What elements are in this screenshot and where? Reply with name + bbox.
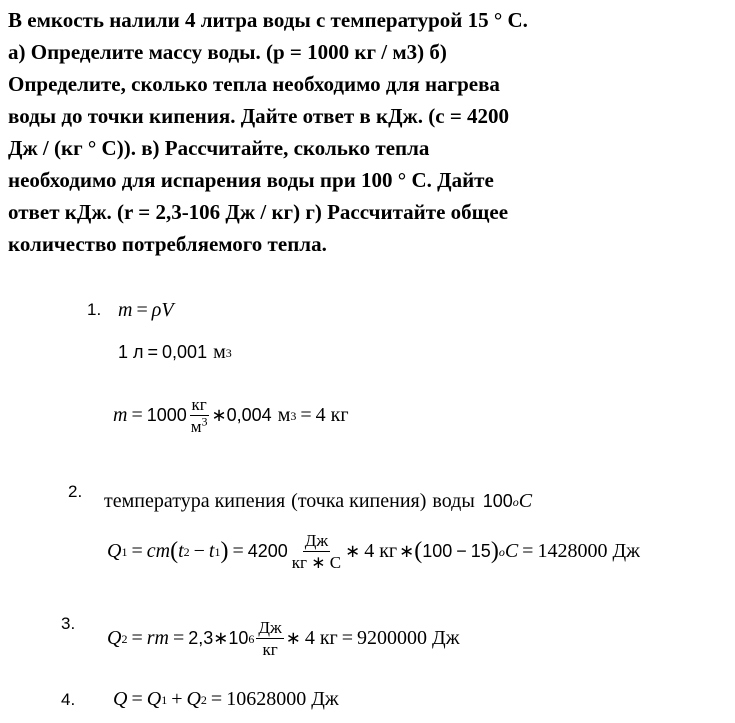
fraction-denominator: кг ∗ С	[291, 553, 342, 572]
heat-result: 1428000 Дж	[537, 540, 640, 562]
fraction-numerator: Дж	[258, 618, 282, 637]
equals-sign: =	[341, 627, 354, 649]
problem-line: а) Определите массу воды. (р = 1000 кг / м3) б)	[8, 40, 447, 64]
unit: м	[277, 404, 291, 426]
heat-unit-fraction	[290, 530, 343, 573]
latent-heat-value: 2,3	[188, 628, 214, 648]
conversion-value: 0,001	[162, 342, 208, 362]
equals-sign: =	[210, 688, 223, 710]
step-1-number: 1.	[87, 300, 102, 319]
equals-sign: =	[136, 299, 148, 321]
statement-text: воды	[432, 490, 475, 512]
step-2-statement: температура кипения (точка кипения) воды 100 o C	[104, 490, 533, 512]
equals-sign: =	[300, 404, 312, 426]
statement-text: температура кипения	[104, 490, 286, 512]
heat-symbol: Q	[107, 627, 122, 649]
step-3-calculation: Q 2 = rm = 2,3 ∗ 10 6 $\frac{Дж}{кг}$ ∗ 4 кг = 9200000 Дж	[107, 618, 460, 659]
problem-line: воды до точки кипения. Дайте ответ в кДж. (с = 4200	[8, 104, 510, 128]
problem-line: необходимо для испарения воды при 100 ° С. Дайте	[8, 168, 494, 192]
power-base: 10	[228, 628, 249, 648]
total-heat-symbol: Q	[113, 688, 128, 710]
initial-temperature: 15	[470, 541, 491, 561]
fraction-denominator	[189, 416, 210, 437]
multiply-sign: ∗	[285, 628, 301, 648]
multiply-sign: ∗	[399, 541, 415, 561]
plus-sign: +	[171, 688, 183, 710]
mass-result: 4 кг	[315, 404, 349, 426]
equals-sign: =	[131, 540, 143, 562]
problem-line: В емкость налили 4 литра воды с температурой 15 ° С.	[8, 8, 528, 32]
mass-value: 4 кг	[304, 627, 338, 649]
problem-statement	[8, 4, 608, 260]
open-paren: (	[414, 538, 423, 564]
unit: м	[190, 417, 202, 436]
total-heat-result: 10628000 Дж	[226, 688, 339, 710]
t2-symbol: t	[178, 540, 184, 562]
multiply-sign: ∗	[211, 405, 227, 425]
multiply-sign: ∗	[345, 541, 361, 561]
exponent: 3	[201, 414, 208, 429]
celsius-symbol: C	[518, 490, 533, 512]
heat-result: 9200000 Дж	[357, 627, 460, 649]
equals-sign: =	[131, 627, 143, 649]
equals-sign: =	[131, 688, 143, 710]
fraction-denominator: кг	[262, 640, 278, 659]
fraction-numerator: Дж	[304, 531, 329, 550]
equals-sign: =	[147, 342, 159, 362]
step-2-number: 2.	[68, 482, 83, 501]
equals-sign: =	[522, 540, 534, 562]
liter-label: 1 л	[118, 342, 144, 362]
formula-lhs: m	[118, 299, 133, 321]
close-paren: )	[490, 538, 499, 564]
unit: м	[213, 341, 226, 363]
heat-symbol: Q	[146, 688, 162, 710]
close-paren: )	[220, 538, 229, 564]
specific-heat-value: 4200	[247, 541, 288, 561]
step-1-calculation: m = 1000 $\frac{кг}{м^3}$ ∗ 0,004 м 3 = 4 кг	[113, 395, 349, 436]
latent-unit-fraction	[256, 617, 283, 660]
final-temperature: 100	[422, 541, 453, 561]
boiling-temperature: 100	[482, 491, 513, 511]
mass-value: 4 кг	[364, 540, 398, 562]
step-4-calculation: Q = Q 1 + Q 2 = 10628000 Дж	[113, 688, 339, 710]
cm-symbol: cm	[146, 540, 171, 562]
multiply-sign: ∗	[213, 628, 229, 648]
density-unit-fraction	[189, 394, 210, 437]
equals-sign: =	[131, 404, 143, 426]
equals-sign: =	[232, 540, 244, 562]
t1-symbol: t	[208, 540, 215, 562]
step-2-calculation: Q 1 = cm ( t 2 − t 1 ) = 4200 $\frac{Дж}{кг ∗ С}$ ∗ 4 кг ∗ ( 100 − 15 ) o C = 1428000 Дж	[107, 531, 640, 572]
step-3-number: 3.	[61, 614, 76, 633]
problem-line: Определите, сколько тепла необходимо для нагрева	[8, 72, 500, 96]
problem-line: количество потребляемого тепла.	[8, 232, 327, 256]
minus-sign: −	[456, 541, 467, 561]
problem-line: Дж / (кг ° С)). в) Рассчитайте, сколько тепла	[8, 136, 430, 160]
fraction-numerator: кг	[191, 395, 207, 414]
minus-sign: −	[193, 540, 205, 562]
heat-symbol: Q	[107, 540, 122, 562]
open-paren: (	[170, 538, 179, 564]
step-1-conversion: 1 л = 0,001 м 3	[118, 341, 232, 363]
volume-value: 0,004	[226, 405, 272, 425]
statement-parenthetical: (точка кипения)	[291, 490, 427, 512]
mass-symbol: m	[113, 404, 128, 426]
equals-sign: =	[172, 627, 185, 649]
density-value: 1000	[146, 405, 187, 425]
formula-rhs: ρV	[151, 299, 174, 321]
step-4-number: 4.	[61, 690, 76, 709]
heat-symbol: Q	[186, 688, 201, 710]
problem-line: ответ кДж. (r = 2,3-106 Дж / кг) г) Рассчитайте общее	[8, 200, 509, 224]
rm-symbol: rm	[146, 627, 169, 649]
celsius-symbol: C	[504, 540, 519, 562]
step-1-formula	[118, 299, 174, 322]
